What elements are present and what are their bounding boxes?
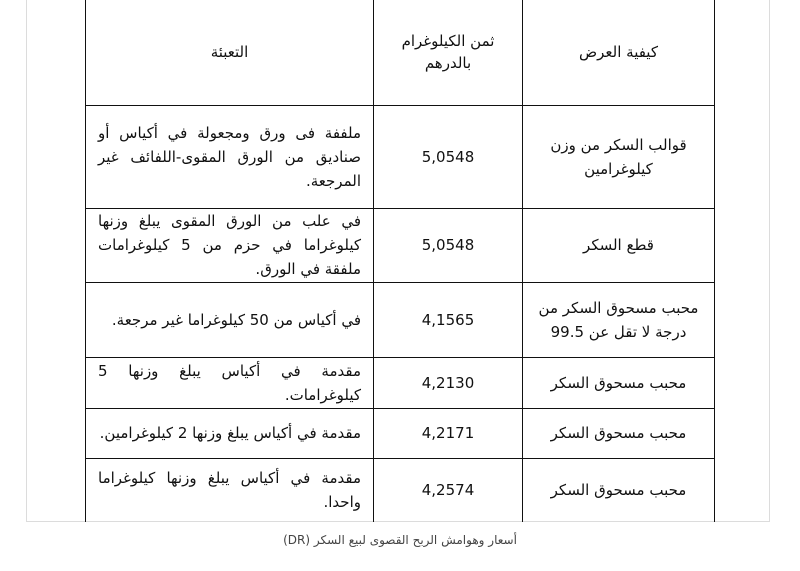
packaging-cell: مقدمة في أكياس يبلغ وزنها كيلوغراما واحدا.	[86, 458, 374, 522]
display-cell: قوالب السكر من وزن كيلوغرامين	[523, 105, 715, 208]
table-row	[86, 282, 715, 357]
display-cell: محبب مسحوق السكر	[523, 458, 715, 522]
display-cell: محبب مسحوق السكر من درجة لا تقل عن 99.5	[523, 282, 715, 357]
table-row	[86, 357, 715, 408]
table-row	[86, 408, 715, 458]
price-cell: 4,2574	[374, 458, 523, 522]
header-packaging: التعبئة	[86, 0, 374, 105]
table-header-row	[86, 0, 715, 105]
figure-caption: أسعار وهوامش الربح القصوى لبيع السكر (DR)	[283, 533, 517, 547]
table-row	[86, 208, 715, 282]
header-price-per-kg: ثمن الكيلوغرام بالدرهم	[374, 0, 523, 105]
price-cell: 5,0548	[374, 208, 523, 282]
packaging-cell: في علب من الورق المقوى يبلغ وزنها كيلوغراما في حزم من 5 كيلوغرامات ملفقة في الورق.	[86, 208, 374, 282]
packaging-cell: مقدمة في أكياس يبلغ وزنها 5 كيلوغرامات.	[86, 357, 374, 408]
sugar-price-table	[85, 0, 715, 522]
table-row	[86, 105, 715, 208]
price-cell: 4,1565	[374, 282, 523, 357]
table-row	[86, 458, 715, 522]
price-cell: 4,2171	[374, 408, 523, 458]
display-cell: محبب مسحوق السكر	[523, 357, 715, 408]
packaging-cell: ملففة فى ورق ومجعولة في أكياس أو صناديق من الورق المقوى-اللفائف غير المرجعة.	[86, 105, 374, 208]
display-cell: محبب مسحوق السكر	[523, 408, 715, 458]
header-display-method: كيفية العرض	[523, 0, 715, 105]
price-cell: 5,0548	[374, 105, 523, 208]
packaging-cell: في أكياس من 50 كيلوغراما غير مرجعة.	[86, 282, 374, 357]
display-cell: قطع السكر	[523, 208, 715, 282]
packaging-cell: مقدمة في أكياس يبلغ وزنها 2 كيلوغرامين.	[86, 408, 374, 458]
price-cell: 4,2130	[374, 357, 523, 408]
